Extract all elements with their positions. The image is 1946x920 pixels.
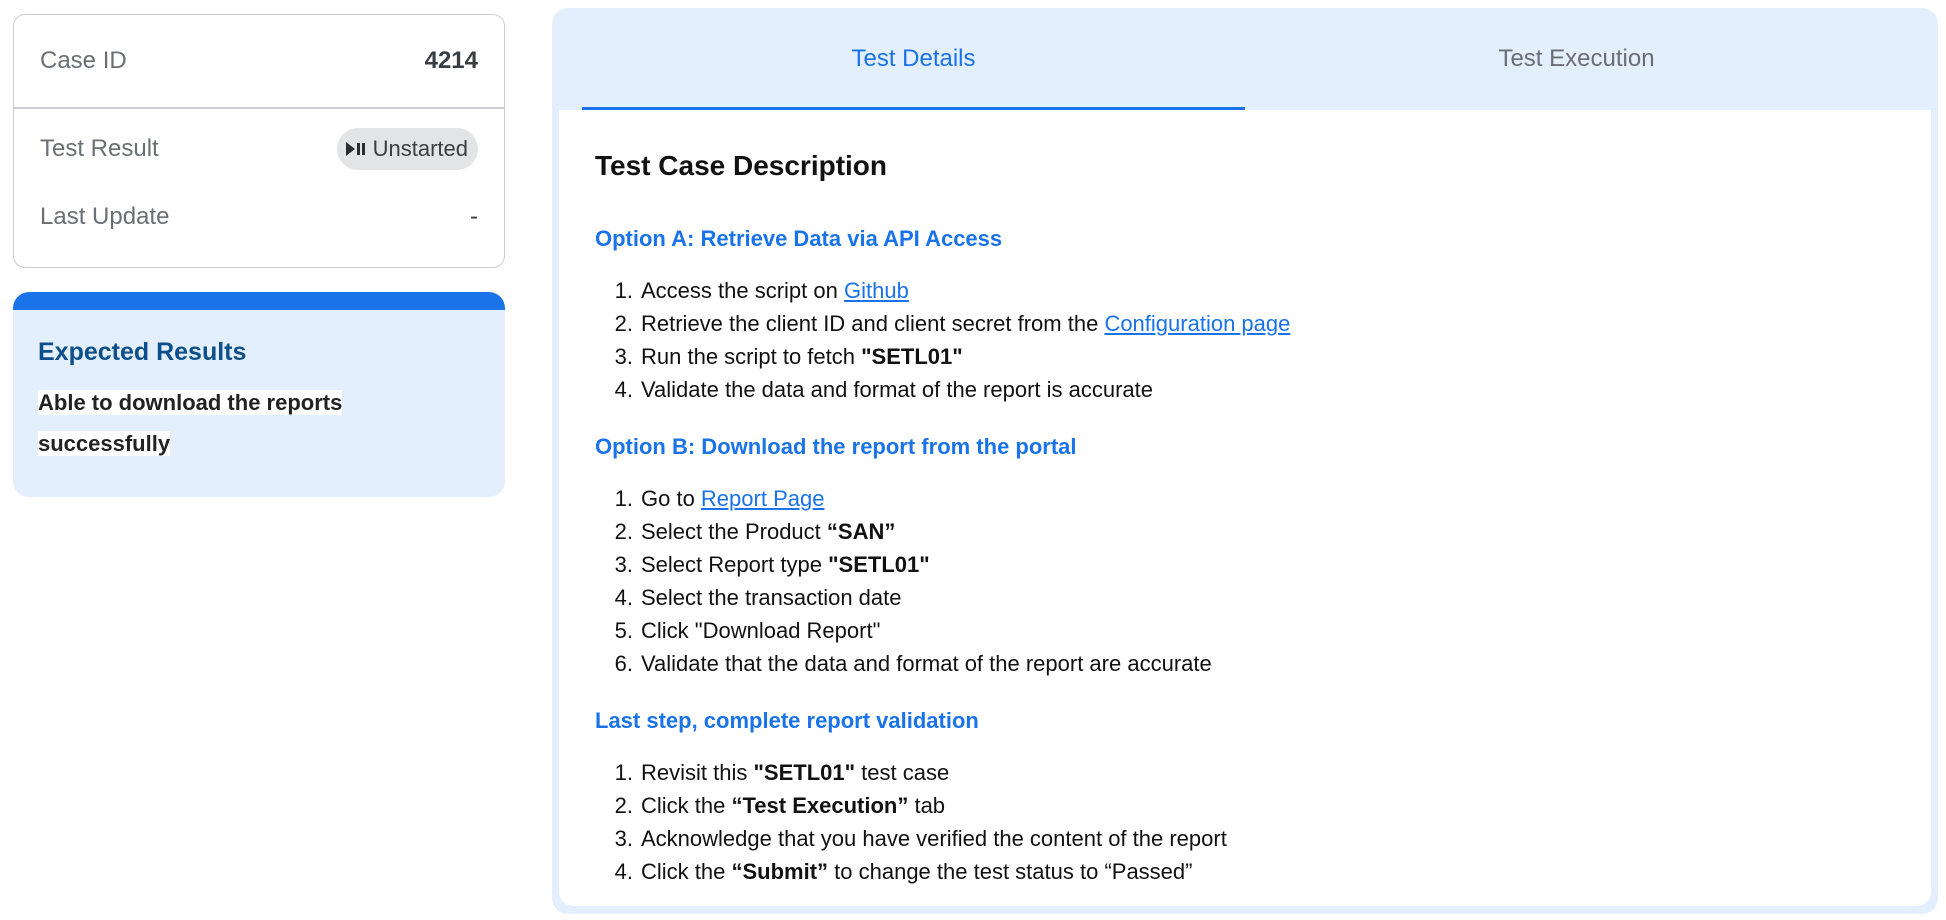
step-text: to change the test status to “Passed” xyxy=(828,859,1193,884)
last-step-title: Last step, complete report validation xyxy=(595,708,979,733)
expected-results-accent-bar xyxy=(13,292,505,310)
expected-results-card xyxy=(13,292,505,497)
divider xyxy=(14,107,504,109)
step-text: Select the Product xyxy=(641,519,827,544)
option-b-steps xyxy=(595,482,1895,680)
step-emphasis: "SETL01" xyxy=(861,344,963,369)
step-text: test case xyxy=(855,760,950,785)
list-item: 5. Click "Download Report" xyxy=(595,614,1895,647)
step-text: Click "Download Report" xyxy=(641,618,881,643)
option-b-title: Option B: Download the report from the portal xyxy=(595,434,1077,459)
step-emphasis: "SETL01" xyxy=(753,760,856,785)
test-result-label: Test Result xyxy=(40,135,159,162)
configuration-page-link[interactable]: Configuration page xyxy=(1104,311,1291,336)
step-text: Run the script to fetch xyxy=(641,344,862,369)
list-item: 6. Validate that the data and format of the report are accurate xyxy=(595,647,1895,680)
test-panel xyxy=(552,8,1938,914)
test-case-description xyxy=(595,150,1895,916)
last-update-label: Last Update xyxy=(40,203,170,230)
step-emphasis: “Test Execution” xyxy=(731,793,909,818)
step-text: Validate the data and format of the report is accurate xyxy=(641,377,1154,402)
case-id-label: Case ID xyxy=(40,47,127,74)
list-item: 1. Go to Report Page xyxy=(614,486,825,511)
step-emphasis: “SAN” xyxy=(826,519,896,544)
status-badge xyxy=(337,128,478,170)
tab-test-details[interactable]: Test Details xyxy=(582,8,1245,110)
tab-bar xyxy=(582,8,1908,110)
page-title: Test Case Description xyxy=(595,150,888,181)
list-item: 4. Select the transaction date xyxy=(595,581,1895,614)
expected-results-text xyxy=(38,382,438,464)
list-item: 2. Click the “Test Execution” tab xyxy=(614,793,946,818)
option-a-title: Option A: Retrieve Data via API Access xyxy=(595,226,1003,251)
list-item: 3. Acknowledge that you have verified the content of the report xyxy=(595,822,1895,855)
step-text: Retrieve the client ID and client secret from the xyxy=(641,311,1105,336)
step-text: Go to xyxy=(641,486,701,511)
expected-results-title: Expected Results xyxy=(38,338,247,366)
case-info-card xyxy=(13,14,505,268)
play-pause-icon xyxy=(345,140,367,158)
status-badge-label: Unstarted xyxy=(372,136,468,161)
list-item: 3. Run the script to fetch "SETL01" xyxy=(614,344,963,369)
expected-results-line: Able to download the reports xyxy=(38,390,343,415)
list-item: 4. Validate the data and format of the report is accurate xyxy=(595,373,1895,406)
step-emphasis: "SETL01" xyxy=(828,552,930,577)
step-text: Revisit this xyxy=(641,760,754,785)
report-page-link[interactable]: Report Page xyxy=(700,486,825,511)
step-text: Access the script on xyxy=(641,278,844,303)
tab-content xyxy=(559,110,1931,906)
test-result-row xyxy=(40,125,478,173)
list-item: 2. Select the Product “SAN” xyxy=(614,519,896,544)
step-text: tab xyxy=(908,793,946,818)
case-id-value: 4214 xyxy=(424,47,478,74)
expected-results-line: successfully xyxy=(38,431,171,456)
github-link[interactable]: Github xyxy=(843,278,909,303)
case-id-row xyxy=(40,15,478,107)
step-text: Validate that the data and format of the report are accurate xyxy=(641,651,1212,676)
option-a-steps xyxy=(595,274,1895,406)
list-item: 1. Access the script on Github xyxy=(614,278,909,303)
list-item: 3. Select Report type "SETL01" xyxy=(614,552,930,577)
step-text: Select the transaction date xyxy=(641,585,902,610)
last-step-steps xyxy=(595,756,1895,888)
list-item: 2. Retrieve the client ID and client secret from the Configuration page xyxy=(614,311,1291,336)
tab-test-execution[interactable]: Test Execution xyxy=(1498,45,1655,72)
last-update-value: - xyxy=(470,203,478,230)
last-update-row xyxy=(40,193,478,241)
step-text: Acknowledge that you have verified the content of the report xyxy=(641,826,1227,851)
list-item: 4. Click the “Submit” to change the test status to “Passed” xyxy=(614,859,1193,884)
step-text: Click the xyxy=(641,859,732,884)
step-text: Click the xyxy=(641,793,732,818)
list-item: 1. Revisit this "SETL01" test case xyxy=(614,760,950,785)
step-text: Select Report type xyxy=(641,552,829,577)
step-emphasis: “Submit” xyxy=(731,859,829,884)
